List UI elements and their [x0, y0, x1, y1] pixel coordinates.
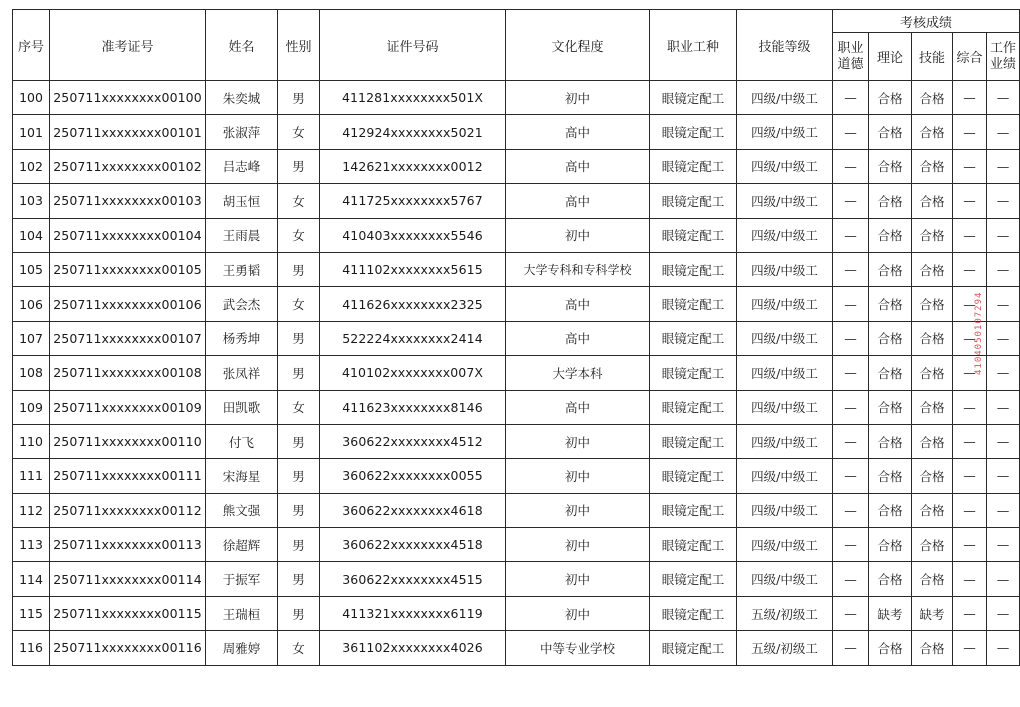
cell-score-skill: 合格 [912, 149, 953, 183]
table-row [13, 390, 1020, 424]
cell-education: 高中 [506, 115, 650, 149]
cell-score-skill: 合格 [912, 184, 953, 218]
header-row-top [13, 10, 1020, 33]
table-body [13, 81, 1020, 666]
cell-score-overall: — [953, 528, 987, 562]
cell-score-ethics: — [833, 390, 869, 424]
header-education: 文化程度 [506, 10, 650, 81]
cell-gender: 男 [278, 356, 320, 390]
table-row [13, 424, 1020, 458]
cell-score-ethics: — [833, 115, 869, 149]
cell-seq: 108 [13, 356, 50, 390]
cell-score-skill: 合格 [912, 252, 953, 286]
cell-skill-level: 五级/初级工 [737, 596, 833, 630]
cell-education: 高中 [506, 287, 650, 321]
cell-occupation: 眼镜定配工 [650, 528, 737, 562]
cell-score-theory: 合格 [869, 528, 912, 562]
cell-skill-level: 四级/中级工 [737, 356, 833, 390]
cell-name: 杨秀坤 [206, 321, 278, 355]
header-name: 姓名 [206, 10, 278, 81]
cell-score-overall: — [953, 81, 987, 115]
cell-exam-id: 250711xxxxxxxx00113 [50, 528, 206, 562]
cell-score-ethics: — [833, 356, 869, 390]
table-row [13, 528, 1020, 562]
cell-exam-id: 250711xxxxxxxx00100 [50, 81, 206, 115]
cell-cert-no: 411281xxxxxxxx501X [320, 81, 506, 115]
cell-score-ethics: — [833, 493, 869, 527]
cell-exam-id: 250711xxxxxxxx00111 [50, 459, 206, 493]
cell-score-overall: — [953, 115, 987, 149]
cell-exam-id: 250711xxxxxxxx00104 [50, 218, 206, 252]
cell-skill-level: 四级/中级工 [737, 459, 833, 493]
table-row [13, 562, 1020, 596]
cell-education: 初中 [506, 562, 650, 596]
cell-score-overall: — [953, 356, 987, 390]
cell-gender: 女 [278, 390, 320, 424]
cell-seq: 113 [13, 528, 50, 562]
cell-score-ethics: — [833, 252, 869, 286]
header-score-overall: 综合 [953, 33, 987, 81]
cell-name: 王瑞桓 [206, 596, 278, 630]
cell-score-performance: — [987, 252, 1020, 286]
cell-skill-level: 四级/中级工 [737, 184, 833, 218]
cell-score-theory: 合格 [869, 149, 912, 183]
cell-occupation: 眼镜定配工 [650, 424, 737, 458]
header-skill-level: 技能等级 [737, 10, 833, 81]
cell-score-skill: 合格 [912, 356, 953, 390]
cell-gender: 男 [278, 459, 320, 493]
header-gender: 性别 [278, 10, 320, 81]
cell-score-theory: 合格 [869, 287, 912, 321]
table-row [13, 356, 1020, 390]
cell-score-performance: — [987, 218, 1020, 252]
cell-exam-id: 250711xxxxxxxx00115 [50, 596, 206, 630]
cell-skill-level: 四级/中级工 [737, 528, 833, 562]
cell-score-skill: 合格 [912, 562, 953, 596]
cell-education: 中等专业学校 [506, 631, 650, 665]
cell-score-skill: 合格 [912, 321, 953, 355]
cell-score-performance: — [987, 81, 1020, 115]
cell-gender: 男 [278, 321, 320, 355]
cell-score-performance: — [987, 631, 1020, 665]
cell-exam-id: 250711xxxxxxxx00109 [50, 390, 206, 424]
cell-score-ethics: — [833, 321, 869, 355]
table-row [13, 596, 1020, 630]
cell-seq: 111 [13, 459, 50, 493]
cell-exam-id: 250711xxxxxxxx00103 [50, 184, 206, 218]
cell-score-skill: 缺考 [912, 596, 953, 630]
cell-exam-id: 250711xxxxxxxx00116 [50, 631, 206, 665]
cell-score-performance: — [987, 149, 1020, 183]
cell-gender: 女 [278, 631, 320, 665]
cell-score-overall: — [953, 424, 987, 458]
table-row [13, 184, 1020, 218]
cell-cert-no: 412924xxxxxxxx5021 [320, 115, 506, 149]
header-cert-no: 证件号码 [320, 10, 506, 81]
cell-education: 初中 [506, 493, 650, 527]
cell-score-theory: 合格 [869, 184, 912, 218]
cell-occupation: 眼镜定配工 [650, 184, 737, 218]
cell-score-ethics: — [833, 596, 869, 630]
table-row [13, 459, 1020, 493]
cell-score-ethics: — [833, 459, 869, 493]
cell-name: 王雨晨 [206, 218, 278, 252]
cell-seq: 106 [13, 287, 50, 321]
cell-cert-no: 142621xxxxxxxx0012 [320, 149, 506, 183]
cell-education: 初中 [506, 528, 650, 562]
cell-cert-no: 360622xxxxxxxx4515 [320, 562, 506, 596]
cell-score-overall: — [953, 287, 987, 321]
cell-seq: 105 [13, 252, 50, 286]
cell-name: 于振军 [206, 562, 278, 596]
cell-score-performance: — [987, 528, 1020, 562]
cell-exam-id: 250711xxxxxxxx00101 [50, 115, 206, 149]
cell-cert-no: 410403xxxxxxxx5546 [320, 218, 506, 252]
table-row [13, 115, 1020, 149]
cell-score-ethics: — [833, 631, 869, 665]
cell-occupation: 眼镜定配工 [650, 252, 737, 286]
table-row [13, 81, 1020, 115]
cell-score-skill: 合格 [912, 493, 953, 527]
cell-score-performance: — [987, 184, 1020, 218]
cell-name: 王勇韬 [206, 252, 278, 286]
cell-score-ethics: — [833, 184, 869, 218]
score-table [12, 9, 1020, 666]
cell-score-performance: — [987, 424, 1020, 458]
cell-education: 初中 [506, 459, 650, 493]
cell-name: 吕志峰 [206, 149, 278, 183]
cell-score-performance: — [987, 562, 1020, 596]
table-row [13, 149, 1020, 183]
cell-occupation: 眼镜定配工 [650, 287, 737, 321]
cell-education: 高中 [506, 390, 650, 424]
cell-seq: 102 [13, 149, 50, 183]
cell-name: 田凯歌 [206, 390, 278, 424]
cell-exam-id: 250711xxxxxxxx00105 [50, 252, 206, 286]
header-score-ethics-label: 职业道德 [837, 40, 864, 72]
cell-skill-level: 四级/中级工 [737, 81, 833, 115]
table-row [13, 287, 1020, 321]
header-seq: 序号 [13, 10, 50, 81]
cell-seq: 109 [13, 390, 50, 424]
cell-score-ethics: — [833, 424, 869, 458]
score-sheet [12, 9, 1017, 666]
header-exam-id: 准考证号 [50, 10, 206, 81]
cell-exam-id: 250711xxxxxxxx00106 [50, 287, 206, 321]
table-row [13, 631, 1020, 665]
cell-score-ethics: — [833, 81, 869, 115]
cell-occupation: 眼镜定配工 [650, 493, 737, 527]
cell-gender: 男 [278, 81, 320, 115]
cell-seq: 110 [13, 424, 50, 458]
cell-score-theory: 合格 [869, 493, 912, 527]
cell-name: 付飞 [206, 424, 278, 458]
cell-score-overall: — [953, 184, 987, 218]
cell-score-theory: 缺考 [869, 596, 912, 630]
cell-score-skill: 合格 [912, 631, 953, 665]
cell-score-skill: 合格 [912, 218, 953, 252]
cell-score-theory: 合格 [869, 459, 912, 493]
cell-gender: 男 [278, 252, 320, 286]
cell-gender: 男 [278, 493, 320, 527]
cell-seq: 104 [13, 218, 50, 252]
cell-score-theory: 合格 [869, 218, 912, 252]
header-occupation: 职业工种 [650, 10, 737, 81]
cell-skill-level: 四级/中级工 [737, 115, 833, 149]
cell-skill-level: 四级/中级工 [737, 149, 833, 183]
cell-occupation: 眼镜定配工 [650, 115, 737, 149]
cell-name: 宋海星 [206, 459, 278, 493]
header-score-skill: 技能 [912, 33, 953, 81]
cell-name: 朱奕城 [206, 81, 278, 115]
cell-cert-no: 411725xxxxxxxx5767 [320, 184, 506, 218]
cell-score-performance: — [987, 356, 1020, 390]
cell-exam-id: 250711xxxxxxxx00112 [50, 493, 206, 527]
cell-gender: 女 [278, 115, 320, 149]
cell-seq: 115 [13, 596, 50, 630]
cell-score-overall: — [953, 390, 987, 424]
cell-education: 高中 [506, 149, 650, 183]
cell-seq: 107 [13, 321, 50, 355]
cell-cert-no: 360622xxxxxxxx0055 [320, 459, 506, 493]
cell-gender: 男 [278, 596, 320, 630]
cell-exam-id: 250711xxxxxxxx00108 [50, 356, 206, 390]
cell-exam-id: 250711xxxxxxxx00110 [50, 424, 206, 458]
cell-education: 高中 [506, 321, 650, 355]
cell-cert-no: 360622xxxxxxxx4618 [320, 493, 506, 527]
cell-score-theory: 合格 [869, 631, 912, 665]
cell-cert-no: 411102xxxxxxxx5615 [320, 252, 506, 286]
cell-occupation: 眼镜定配工 [650, 596, 737, 630]
cell-score-skill: 合格 [912, 424, 953, 458]
cell-education: 初中 [506, 424, 650, 458]
cell-score-overall: — [953, 562, 987, 596]
cell-gender: 男 [278, 562, 320, 596]
cell-score-performance: — [987, 321, 1020, 355]
cell-skill-level: 四级/中级工 [737, 252, 833, 286]
table-row [13, 493, 1020, 527]
cell-skill-level: 四级/中级工 [737, 287, 833, 321]
header-score-performance-label: 工作业绩 [990, 40, 1017, 72]
cell-score-overall: — [953, 631, 987, 665]
cell-seq: 103 [13, 184, 50, 218]
cell-score-skill: 合格 [912, 459, 953, 493]
cell-score-performance: — [987, 287, 1020, 321]
cell-score-theory: 合格 [869, 390, 912, 424]
cell-skill-level: 四级/中级工 [737, 493, 833, 527]
cell-skill-level: 四级/中级工 [737, 218, 833, 252]
cell-cert-no: 411626xxxxxxxx2325 [320, 287, 506, 321]
cell-score-ethics: — [833, 218, 869, 252]
header-score-ethics [833, 33, 869, 81]
cell-score-overall: — [953, 493, 987, 527]
cell-score-theory: 合格 [869, 562, 912, 596]
cell-name: 武会杰 [206, 287, 278, 321]
cell-score-ethics: — [833, 287, 869, 321]
cell-cert-no: 360622xxxxxxxx4518 [320, 528, 506, 562]
cell-seq: 116 [13, 631, 50, 665]
cell-name: 张凤祥 [206, 356, 278, 390]
cell-score-overall: — [953, 321, 987, 355]
cell-score-skill: 合格 [912, 287, 953, 321]
cell-score-performance: — [987, 115, 1020, 149]
cell-seq: 100 [13, 81, 50, 115]
table-row [13, 218, 1020, 252]
cell-score-skill: 合格 [912, 81, 953, 115]
cell-gender: 男 [278, 424, 320, 458]
cell-name: 胡玉恒 [206, 184, 278, 218]
cell-score-theory: 合格 [869, 115, 912, 149]
cell-gender: 女 [278, 184, 320, 218]
cell-score-theory: 合格 [869, 252, 912, 286]
cell-education: 初中 [506, 596, 650, 630]
cell-score-skill: 合格 [912, 115, 953, 149]
cell-score-performance: — [987, 596, 1020, 630]
cell-occupation: 眼镜定配工 [650, 218, 737, 252]
cell-occupation: 眼镜定配工 [650, 81, 737, 115]
cell-score-skill: 合格 [912, 390, 953, 424]
cell-gender: 女 [278, 287, 320, 321]
cell-cert-no: 522224xxxxxxxx2414 [320, 321, 506, 355]
cell-exam-id: 250711xxxxxxxx00107 [50, 321, 206, 355]
cell-skill-level: 四级/中级工 [737, 390, 833, 424]
cell-cert-no: 411321xxxxxxxx6119 [320, 596, 506, 630]
cell-name: 张淑萍 [206, 115, 278, 149]
cell-score-overall: — [953, 459, 987, 493]
cell-education: 大学专科和专科学校 [506, 252, 650, 286]
cell-score-theory: 合格 [869, 321, 912, 355]
cell-cert-no: 361102xxxxxxxx4026 [320, 631, 506, 665]
cell-exam-id: 250711xxxxxxxx00114 [50, 562, 206, 596]
cell-score-performance: — [987, 493, 1020, 527]
table-row [13, 252, 1020, 286]
cell-skill-level: 四级/中级工 [737, 424, 833, 458]
cell-score-theory: 合格 [869, 81, 912, 115]
cell-occupation: 眼镜定配工 [650, 356, 737, 390]
cell-skill-level: 四级/中级工 [737, 321, 833, 355]
header-scores-group: 考核成绩 [833, 10, 1020, 33]
table-row [13, 321, 1020, 355]
cell-cert-no: 411623xxxxxxxx8146 [320, 390, 506, 424]
cell-gender: 男 [278, 149, 320, 183]
cell-seq: 101 [13, 115, 50, 149]
cell-seq: 114 [13, 562, 50, 596]
cell-score-overall: — [953, 252, 987, 286]
cell-score-performance: — [987, 390, 1020, 424]
cell-score-overall: — [953, 149, 987, 183]
cell-cert-no: 410102xxxxxxxx007X [320, 356, 506, 390]
cell-score-ethics: — [833, 562, 869, 596]
cell-name: 周雅婷 [206, 631, 278, 665]
cell-gender: 男 [278, 528, 320, 562]
cell-score-theory: 合格 [869, 424, 912, 458]
cell-occupation: 眼镜定配工 [650, 459, 737, 493]
cell-score-performance: — [987, 459, 1020, 493]
header-score-theory: 理论 [869, 33, 912, 81]
cell-exam-id: 250711xxxxxxxx00102 [50, 149, 206, 183]
cell-score-ethics: — [833, 149, 869, 183]
cell-cert-no: 360622xxxxxxxx4512 [320, 424, 506, 458]
cell-gender: 女 [278, 218, 320, 252]
cell-education: 大学本科 [506, 356, 650, 390]
cell-occupation: 眼镜定配工 [650, 390, 737, 424]
cell-occupation: 眼镜定配工 [650, 562, 737, 596]
cell-occupation: 眼镜定配工 [650, 149, 737, 183]
cell-seq: 112 [13, 493, 50, 527]
cell-occupation: 眼镜定配工 [650, 321, 737, 355]
cell-score-theory: 合格 [869, 356, 912, 390]
cell-score-overall: — [953, 596, 987, 630]
cell-score-skill: 合格 [912, 528, 953, 562]
cell-education: 初中 [506, 81, 650, 115]
red-seal-stamp: 4104050107294 [974, 291, 984, 375]
cell-name: 熊文强 [206, 493, 278, 527]
cell-education: 初中 [506, 218, 650, 252]
cell-occupation: 眼镜定配工 [650, 631, 737, 665]
cell-education: 高中 [506, 184, 650, 218]
cell-skill-level: 五级/初级工 [737, 631, 833, 665]
cell-skill-level: 四级/中级工 [737, 562, 833, 596]
header-score-performance [987, 33, 1020, 81]
cell-score-overall: — [953, 218, 987, 252]
cell-score-ethics: — [833, 528, 869, 562]
cell-name: 徐超辉 [206, 528, 278, 562]
